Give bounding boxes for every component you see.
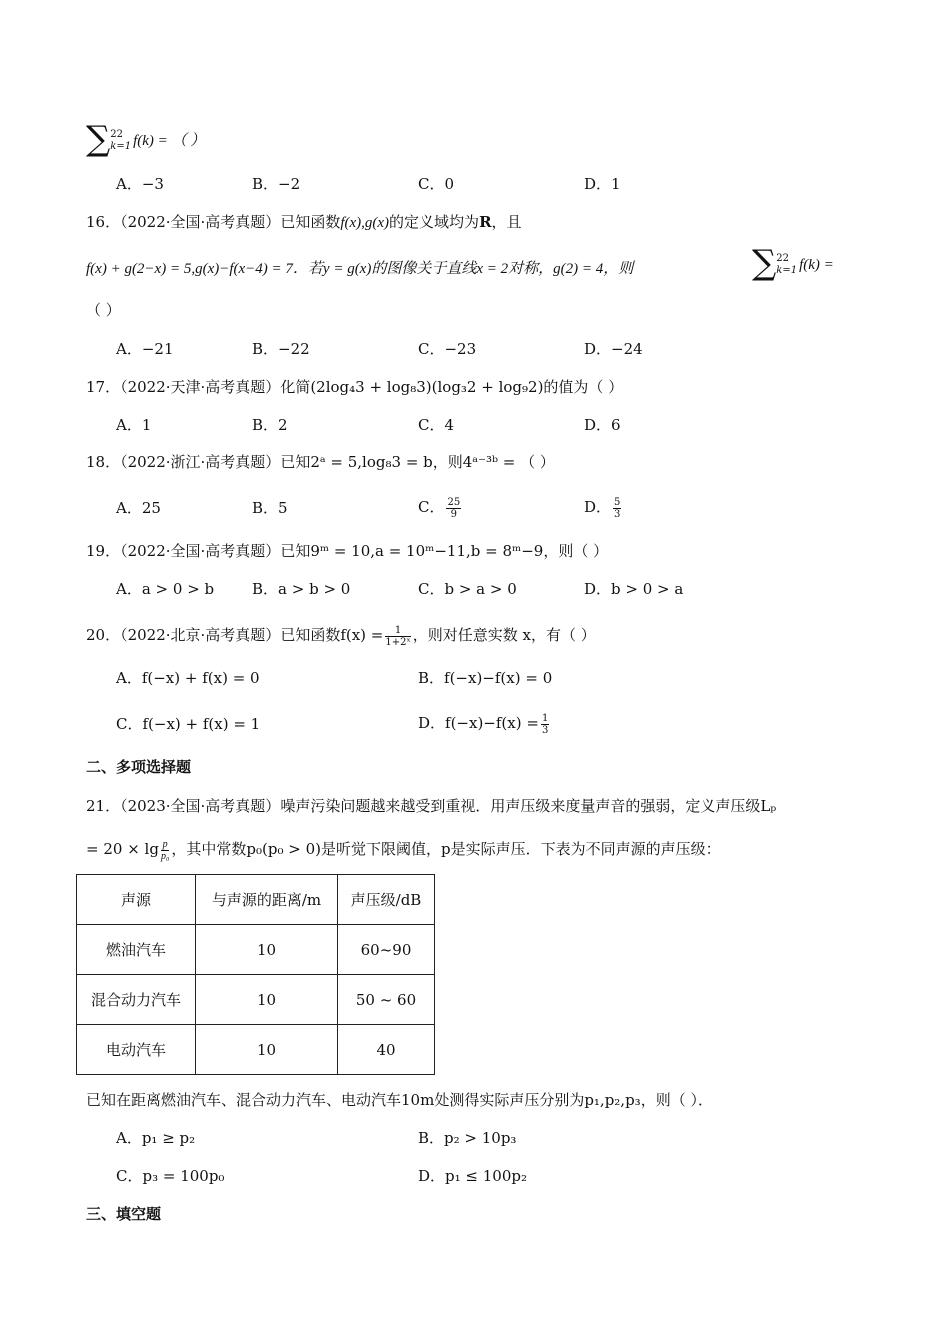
question-source: （2022·全国·高考真题） [120,213,281,231]
q16-stem [86,212,522,233]
sound-level-table [76,874,435,1075]
frac-num: p [162,838,168,850]
q19-stem [86,541,608,561]
question-number: 20． [86,626,121,644]
q17-stem [86,377,623,397]
q20-option-c: C．f(−x) + f(x) = 1 [116,715,261,733]
q20-option-a: A．f(−x) + f(x) = 0 [116,669,260,687]
q16-option-b: B．−22 [252,340,310,358]
q20-option-d [418,708,551,738]
q21-option-d: D．p₁ ≤ 100p₂ [418,1167,527,1185]
option-label: D． [584,498,612,516]
question-source: （2022·北京·高考真题） [120,626,281,644]
question-source: （2022·全国·高考真题） [120,542,281,560]
question-source: （2023·全国·高考真题） [120,797,281,815]
table-header-cell: 声压级/dB [338,875,435,925]
table-row [77,1025,435,1075]
q21-text1: 噪声污染问题越来越受到重视．用声压级来度量声音的强弱，定义声压级Lₚ [280,797,777,815]
q15-option-d: D．1 [584,175,621,193]
q17-option-a: A．1 [116,416,152,434]
q18-text: 已知2ᵃ = 5,log₈3 = b，则4ᵃ⁻³ᵇ = （ ） [280,453,555,471]
frac-num: 25 [447,496,461,508]
q15-option-c: C．0 [418,175,455,193]
frac-num: 1 [385,625,410,637]
question-number: 16． [86,213,121,231]
q19-option-b: B．a > b > 0 [252,580,351,598]
q17-text: 化简(2log₄3 + log₈3)(log₃2 + log₉2)的值为（ ） [280,378,624,396]
q16-text3: ，且 [491,213,522,231]
frac-den: p₀ [160,850,170,862]
q18-option-d [584,492,623,522]
frac-den: 9 [450,508,458,520]
table-cell: 混合动力汽车 [77,975,196,1025]
question-number: 17． [86,378,121,396]
q21-option-a: A．p₁ ≥ p₂ [116,1129,196,1147]
q15-option-b: B．−2 [252,175,301,193]
question-source: （2022·浙江·高考真题） [120,453,281,471]
table-cell: 60~90 [338,925,435,975]
q15-sum-expression [86,119,206,159]
q21-formula: = 20 × lg [86,840,159,858]
q16-paren: （ ） [86,301,121,319]
question-source: （2022·天津·高考真题） [120,378,281,396]
sum-upper: 22 [110,129,124,140]
frac-den: 1+2ˣ [385,636,411,648]
q21-definition [86,834,721,864]
q21-stem [86,796,776,816]
q17-option-b: B．2 [252,416,288,434]
q16-text2: 的定义域均为 [389,213,480,231]
section-heading-fill-blank: 三、填空题 [86,1205,162,1223]
table-cell: 10 [196,1025,338,1075]
q18-option-a: A．25 [116,499,161,517]
question-number: 18． [86,453,121,471]
frac-den: 3 [541,724,549,736]
section-heading-multiple-choice: 二、多项选择题 [86,758,192,776]
q19-text: 已知9ᵐ = 10,a = 10ᵐ−11,b = 8ᵐ−9，则（ ） [280,542,609,560]
q16-functions: f(x),g(x) [340,215,390,231]
q19-option-a: A．a > 0 > b [116,580,215,598]
sum-body: f(k) = [799,257,834,273]
table-header-cell: 与声源的距离/m [196,875,338,925]
q16-text1: 已知函数 [280,213,341,231]
q16-option-c: C．−23 [418,340,477,358]
q21-option-b: B．p₂ > 10p₃ [418,1129,517,1147]
table-cell: 燃油汽车 [77,925,196,975]
q21-text3: 已知在距离燃油汽车、混合动力汽车、电动汽车10m处测得实际声压分别为p₁,p₂,p₃，则（ ）． [86,1091,713,1109]
sum-lower: k=1 [110,141,132,152]
table-cell: 40 [338,1025,435,1075]
q16-eq-line: f(x) + g(2−x) = 5,g(x)−f(x−4) = 7．若y = g(x)的图像关于直线x = 2对称，g(2) = 4，则 [86,261,634,277]
q15-option-a: A．−3 [116,175,164,193]
question-number: 19． [86,542,121,560]
q20-text-before: 已知函数f(x) = [280,626,384,644]
q16-domain: R [479,213,492,231]
q20-stem [86,620,596,650]
sigma-icon: ∑ [86,119,111,159]
q20-option-b: B．f(−x)−f(x) = 0 [418,669,553,687]
q18-option-b: B．5 [252,499,288,517]
q18-stem [86,452,555,472]
sum-upper: 22 [776,253,790,264]
q16-sum-expression [752,243,834,283]
option-label: C． [418,498,445,516]
q16-option-d: D．−24 [584,340,643,358]
table-row [77,925,435,975]
table-cell: 10 [196,975,338,1025]
frac-num: 5 [614,496,621,508]
q16-option-a: A．−21 [116,340,174,358]
table-header-row [77,875,435,925]
q17-option-d: D．6 [584,416,621,434]
q21-text2: ，其中常数p₀(p₀ > 0)是听觉下限阈值，p是实际声压．下表为不同声源的声压级： [171,840,721,858]
table-cell: 10 [196,925,338,975]
sum-lower: k=1 [776,265,798,276]
frac-num: 1 [541,712,549,724]
table-row [77,975,435,1025]
q19-option-d: D．b > 0 > a [584,580,684,598]
table-header-cell: 声源 [77,875,196,925]
q16-equations [86,258,633,279]
sum-body: f(k) = （ ） [133,133,206,149]
q17-option-c: C．4 [418,416,455,434]
table-cell: 50 ~ 60 [338,975,435,1025]
q18-option-c [418,492,463,522]
q20-text-after: ，则对任意实数 x，有（ ） [412,626,596,644]
q21-option-c: C．p₃ = 100p₀ [116,1167,225,1185]
q19-option-c: C．b > a > 0 [418,580,517,598]
question-number: 21． [86,797,121,815]
frac-den: 3 [614,508,621,520]
table-cell: 电动汽车 [77,1025,196,1075]
option-text: D．f(−x)−f(x) = [418,714,539,732]
sigma-icon: ∑ [752,243,777,283]
